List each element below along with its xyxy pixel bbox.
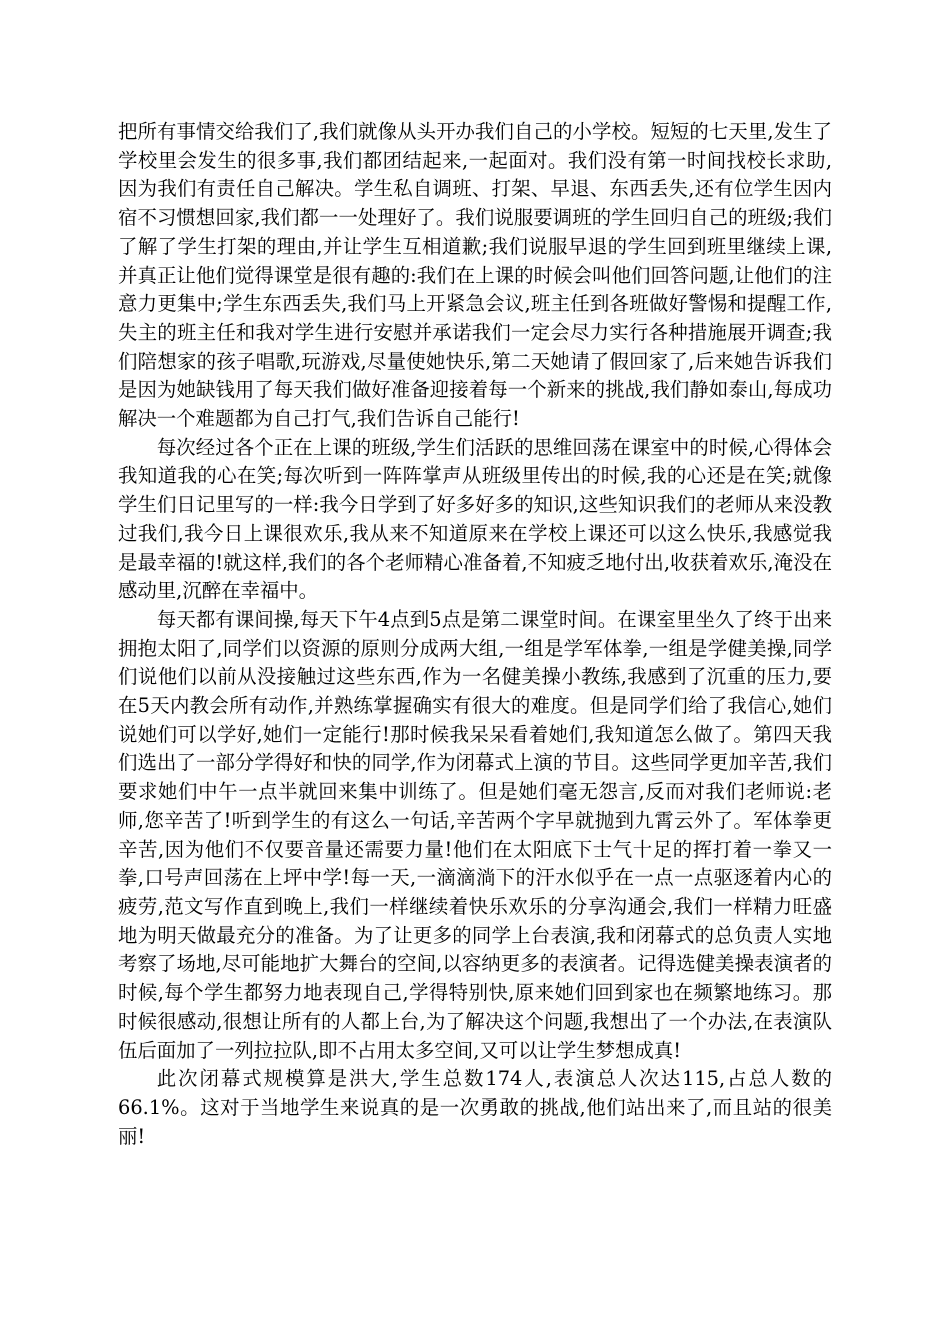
paragraph-2: 每次经过各个正在上课的班级,学生们活跃的思维回荡在课室中的时候,心得体会我知道我的心在笑;每次听到一阵阵掌声从班级里传出的时候,我的心还是在笑;就像学生们日记里写的一样:我今日学到了好多好多的知识,这些知识我们的老师从来没教过我们,我今日上课很欢乐,我从来不知道原来在学校上课还可以这么快乐,我感觉我是最幸福的!就这样,我们的各个老师精心准备着,不知疲乏地付出,收获着欢乐,淹没在感动里,沉醉在幸福中。 <box>118 435 832 603</box>
paragraph-1: 把所有事情交给我们了,我们就像从头开办我们自己的小学校。短短的七天里,发生了学校里会发生的很多事,我们都团结起来,一起面对。我们没有第一时间找校长求助,因为我们有责任自己解决。学生私自调班、打架、早退、东西丢失,还有位学生因内宿不习惯想回家,我们都一一处理好了。我们说服要调班的学生回归自己的班级;我们了解了学生打架的理由,并让学生互相道歉;我们说服早退的学生回到班里继续上课,并真正让他们觉得课堂是很有趣的:我们在上课的时候会叫他们回答问题,让他们的注意力更集中;学生东西丢失,我们马上开紧急会议,班主任到各班做好警惕和提醒工作,失主的班主任和我对学生进行安慰并承诺我们一定会尽力实行各种措施展开调查;我们陪想家的孩子唱歌,玩游戏,尽量使她快乐,第二天她请了假回家了,后来她告诉我们是因为她缺钱用了每天我们做好准备迎接着每一个新来的挑战,我们静如泰山,每成功解决一个难题都为自己打气,我们告诉自己能行! <box>118 120 832 431</box>
document-body <box>118 118 832 1151</box>
paragraph-4: 此次闭幕式规模算是洪大,学生总数174人,表演总人次达115,占总人数的66.1%。这对于当地学生来说真的是一次勇敢的挑战,他们站出来了,而且站的很美丽! <box>118 1067 832 1148</box>
paragraph-3: 每天都有课间操,每天下午4点到5点是第二课堂时间。在课室里坐久了终于出来拥抱太阳了,同学们以资源的原则分成两大组,一组是学军体拳,一组是学健美操,同学们说他们以前从没接触过这些东西,作为一名健美操小教练,我感到了沉重的压力,要在5天内教会所有动作,并熟练掌握确实有很大的难度。但是同学们给了我信心,她们说她们可以学好,她们一定能行!那时候我呆呆看着她们,我知道怎么做了。第四天我们选出了一部分学得好和快的同学,作为闭幕式上演的节目。这些同学更加辛苦,我们要求她们中午一点半就回来集中训练了。但是她们毫无怨言,反而对我们老师说:老师,您辛苦了!听到学生的有这么一句话,辛苦两个字早就抛到九霄云外了。军体拳更辛苦,因为他们不仅要音量还需要力量!他们在太阳底下士气十足的挥打着一拳又一拳,口号声回荡在上坪中学!每一天,一滴滴淌下的汗水似乎在一点一点驱逐着内心的疲劳,范文写作直到晚上,我们一样继续着快乐欢乐的分享沟通会,我们一样精力旺盛地为明天做最充分的准备。为了让更多的同学上台表演,我和闭幕式的总负责人实地考察了场地,尽可能地扩大舞台的空间,以容纳更多的表演者。记得选健美操表演者的时候,每个学生都努力地表现自己,学得特别快,原来她们回到家也在频繁地练习。那时候很感动,很想让所有的人都上台,为了解决这个问题,我想出了一个办法,在表演队伍后面加了一列拉拉队,即不占用太多空间,又可以让学生梦想成真! <box>118 607 832 1062</box>
